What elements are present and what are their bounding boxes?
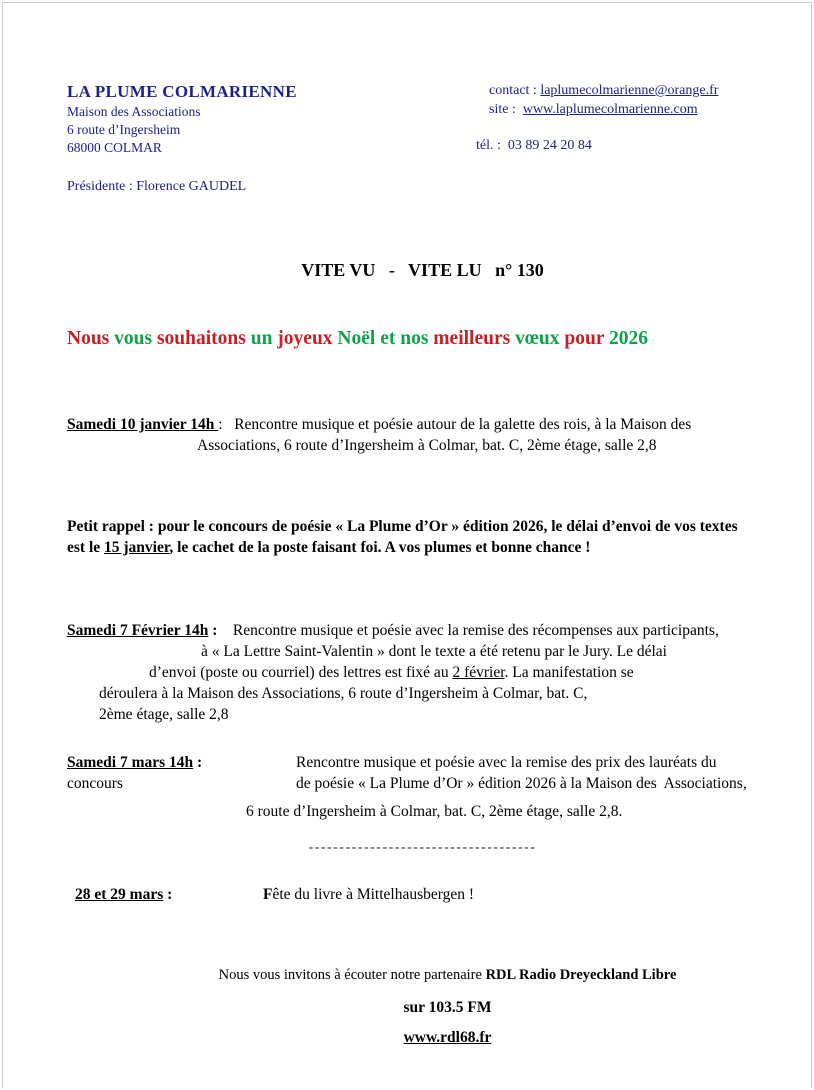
text-segment: 28 et 29 mars [75, 886, 164, 903]
greeting-word: joyeux [277, 328, 333, 349]
site-url-link[interactable]: www.laplumecolmarienne.com [522, 102, 698, 117]
greeting-word: Nous [67, 328, 110, 349]
text-segment: 2ème étage, salle 2,8 [99, 706, 229, 723]
footer-frequency: sur 103.5 FM [403, 999, 492, 1016]
greeting-word: pour [564, 328, 605, 349]
text-line [67, 620, 778, 641]
text-segment: concours [67, 775, 123, 792]
footer-partner-name: RDL Radio Dreyeckland Libre [485, 967, 677, 983]
newsletter-title: VITE VU - VITE LU n° 130 [301, 260, 544, 280]
text-segment: Samedi 7 mars 14h [67, 754, 194, 771]
text-segment: Samedi 7 Février 14h [67, 622, 209, 639]
footer-partner-line [117, 965, 778, 986]
text-segment: ête du livre à Mittelhausbergen ! [272, 886, 475, 903]
address-line-2: 6 route d’Ingersheim [67, 122, 181, 137]
greeting-line [67, 326, 778, 352]
text-line [67, 537, 778, 558]
greeting-word: 2026 [609, 328, 649, 349]
president-line: Présidente : Florence GAUDEL [67, 179, 247, 194]
text-line [67, 683, 778, 704]
reminder-paragraph [67, 516, 778, 558]
text-segment: : Rencontre musique et poésie autour de la galette des rois, à la Maison des [218, 416, 692, 433]
text-segment: : [208, 622, 218, 639]
org-address-block [67, 81, 297, 157]
address-line-3: 68000 COLMAR [67, 140, 162, 155]
text-segment: : [163, 886, 173, 903]
phone-line: tél. : 03 89 24 20 84 [476, 138, 592, 153]
text-segment: F [263, 886, 273, 903]
site-label: site : [489, 102, 523, 117]
text-segment: 6 route d’Ingersheim à Colmar, bat. C, 2ème étage, salle 2,8. [246, 803, 623, 820]
text-segment: 15 janvier [104, 539, 170, 556]
text-segment: Samedi 10 janvier 14h [67, 416, 219, 433]
greeting-word: meilleurs [433, 328, 511, 349]
text-segment: Rencontre musique et poésie avec la remise des récompenses aux participants, [217, 622, 719, 639]
text-line [67, 641, 778, 662]
text-line [67, 435, 778, 456]
greeting-word: un [250, 328, 273, 349]
text-line [67, 752, 778, 773]
event-janvier-paragraph [67, 414, 778, 456]
footer-partner-prefix: Nous vous invitons à écouter notre partenaire [218, 967, 486, 983]
text-line [67, 516, 778, 537]
greeting-word: Noël [337, 328, 376, 349]
contact-email-link[interactable]: laplumecolmarienne@orange.fr [540, 83, 719, 98]
text-segment: déroulera à la Maison des Associations, 6 route d’Ingersheim à Colmar, bat. C, [99, 685, 588, 702]
text-segment: : [193, 754, 203, 771]
greeting-word: vœux [515, 328, 560, 349]
text-line [67, 662, 778, 683]
text-line [67, 801, 778, 822]
text-line [67, 773, 778, 794]
site-line [476, 100, 778, 119]
text-segment: d’envoi (poste ou courriel) des lettres est fixé au [149, 664, 453, 681]
contact-line [476, 81, 778, 100]
event-mars-28-29-paragraph [67, 884, 778, 905]
contact-label: contact : [489, 83, 541, 98]
line-label [75, 884, 263, 905]
text-line [67, 414, 778, 435]
text-segment: . La manifestation se [504, 664, 634, 681]
text-segment: Rencontre musique et poésie avec la remise des prix des lauréats du [296, 754, 717, 771]
event-fevrier-paragraph [67, 620, 778, 725]
text-line [67, 884, 778, 905]
text-segment: de poésie « La Plume d’Or » édition 2026 à la Maison des Associations, [296, 775, 747, 792]
text-segment: à « La Lettre Saint-Valentin » dont le texte a été retenu par le Jury. Le délai [201, 643, 667, 660]
line-label [67, 752, 296, 773]
greeting-word: vous [114, 328, 153, 349]
text-line [67, 704, 778, 725]
address-line-1: Maison des Associations [67, 104, 201, 119]
text-segment: Petit rappel : pour le concours de poésie « La Plume d’Or » édition 2026, le délai d’envoi de vos textes [67, 518, 738, 535]
letterhead [67, 81, 778, 157]
line-label [67, 773, 296, 794]
greeting-word: souhaitons [156, 328, 246, 349]
greeting-word: et [380, 328, 396, 349]
org-name: LA PLUME COLMARIENNE [67, 82, 297, 101]
event-mars-paragraph [67, 752, 778, 822]
footer-website-link[interactable]: www.rdl68.fr [403, 1029, 492, 1046]
contact-block [476, 81, 778, 157]
greeting-word: nos [400, 328, 429, 349]
text-segment: Associations, 6 route d’Ingersheim à Colmar, bat. C, 2ème étage, salle 2,8 [197, 437, 657, 454]
footer-block [67, 965, 778, 1048]
text-segment: , le cachet de la poste faisant foi. A vos plumes et bonne chance ! [169, 539, 591, 556]
dashed-separator: ------------------------------------- [308, 840, 537, 855]
text-segment: 2 février [452, 664, 505, 681]
text-segment: est le [67, 539, 105, 556]
document-page [2, 2, 812, 1088]
